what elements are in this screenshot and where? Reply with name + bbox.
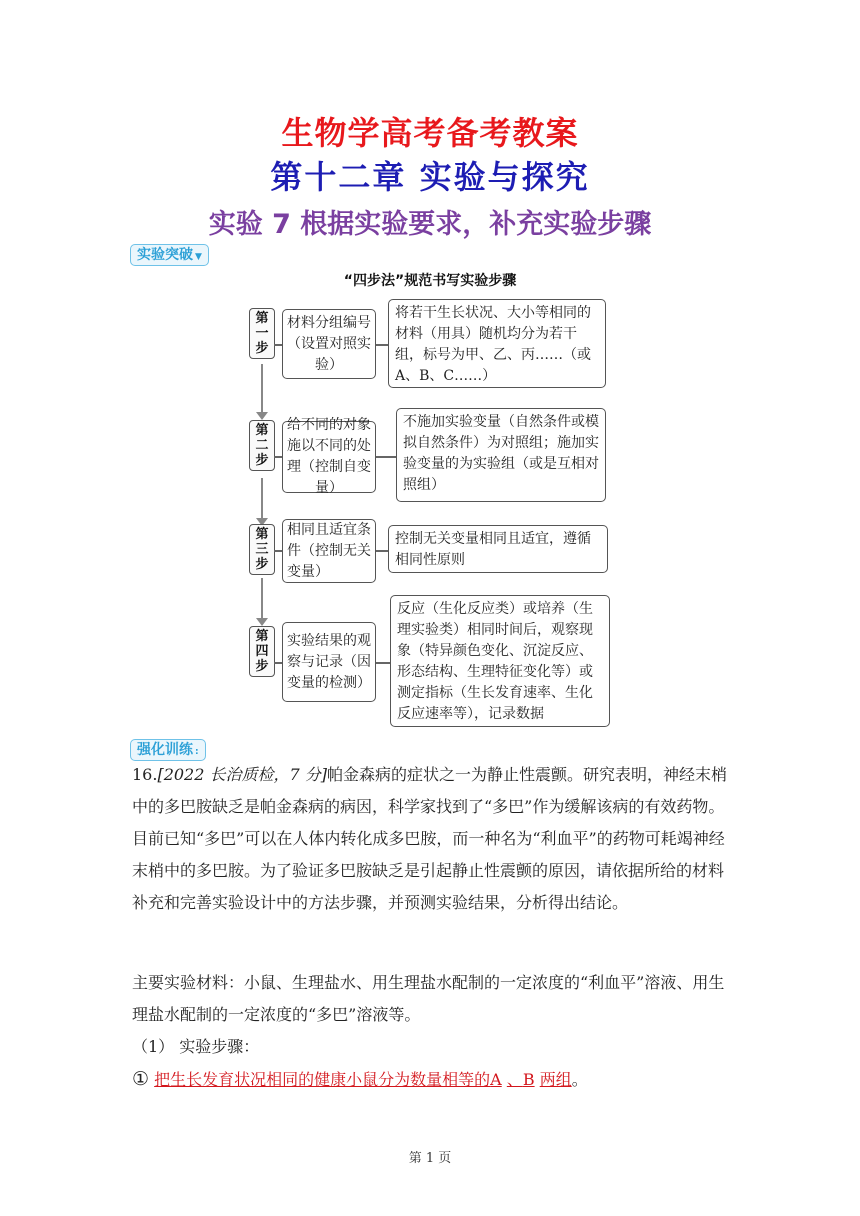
connector-line: [261, 478, 263, 520]
triangle-down-icon: ▼: [195, 252, 202, 262]
arrow-down-icon: [256, 618, 268, 626]
answer-text: 把生长发育状况相同的健康小鼠分为数量相等的: [154, 1070, 491, 1089]
connector-line: [274, 662, 282, 664]
connector-line: [261, 364, 263, 414]
chapter-title: 第十二章 实验与探究: [270, 158, 590, 196]
question-source: [2022 长治质检，7 分]: [157, 765, 328, 784]
step1-number: ①: [132, 1068, 150, 1090]
group-b-blank: B: [522, 1070, 535, 1089]
question-number: 16.: [132, 765, 158, 784]
part1-heading: [132, 1031, 732, 1063]
training-badge: [130, 739, 206, 761]
connector-line: [274, 456, 282, 458]
connector-line: [274, 344, 282, 346]
step-label-2: 第二步: [249, 420, 275, 471]
step-method-3: 相同且适宜条件（控制无关变量）: [282, 519, 376, 583]
group-a-blank: A: [490, 1070, 502, 1089]
part1-title: 实验步骤：: [179, 1037, 260, 1056]
connector-line: [261, 578, 263, 620]
step-method-1: 材料分组编号（设置对照实验）: [282, 309, 376, 379]
group-separator: 、: [506, 1070, 523, 1089]
document-title: 生物学高考备考教案: [281, 114, 579, 152]
connector-line: [376, 550, 388, 552]
step1-line: [132, 1063, 732, 1096]
connector-line: [376, 344, 388, 346]
breakthrough-badge-label: 实验突破: [137, 247, 193, 263]
question-text: 帕金森病的症状之一为静止性震颤。研究表明，神经末梢中的多巴胺缺乏是帕金森病的病因，科学家找到了“多巴”作为缓解该病的有效药物。目前已知“多巴”可以在人体内转化成多巴胺，而一种名为“利血平”的药物可耗竭神经末梢中的多巴胺。为了验证多巴胺缺乏是引起静止性震颤的原因，请依据所给的材料补充和完善实验设计中的方法步骤，并预测实验结果，分析得出结论。: [132, 765, 728, 912]
step-detail-3: 控制无关变量相同且适宜，遵循相同性原则: [388, 525, 608, 573]
step-label-3: 第三步: [249, 524, 275, 575]
step-method-2: 给不同的对象施以不同的处理（控制自变量）: [282, 421, 376, 493]
step-detail-2: 不施加实验变量（自然条件或模拟自然条件）为对照组；施加实验变量的为实验组（或是互相对照组）: [396, 408, 606, 502]
step-method-4: 实验结果的观察与记录（因变量的检测）: [282, 622, 376, 702]
section-title: 实验 7 根据实验要求，补充实验步骤: [208, 209, 652, 240]
materials-text: 主要实验材料：小鼠、生理盐水、用生理盐水配制的一定浓度的“利血平”溶液、用生理盐水配制的一定浓度的“多巴”溶液等。: [132, 973, 725, 1024]
arrow-down-icon: [256, 412, 268, 420]
connector-line: [376, 662, 390, 664]
triangle-icon: :: [195, 747, 199, 757]
connector-line: [274, 550, 282, 552]
breakthrough-badge: [130, 244, 209, 266]
answer-text-end: 两组: [539, 1070, 572, 1089]
step-detail-1: 将若干生长状况、大小等相同的材料（用具）随机均分为若干组，标号为甲、乙、丙……（或A、B、C……）: [388, 299, 606, 388]
question-stem: [132, 759, 732, 919]
step-label-4: 第四步: [249, 626, 275, 677]
training-badge-label: 强化训练: [137, 742, 193, 758]
page-number: 第 1 页: [408, 1151, 452, 1166]
period: 。: [571, 1070, 588, 1089]
diagram-title: “四步法”规范书写实验步骤: [343, 273, 517, 289]
step-label-1: 第一步: [249, 308, 275, 359]
part1-label: （1）: [132, 1037, 175, 1056]
connector-line: [376, 456, 396, 458]
step-detail-4: 反应（生化反应类）或培养（生理实验类）相同时间后，观察现象（特异颜色变化、沉淀反应、形态结构、生理特征变化等）或测定指标（生长发育速率、生化反应速率等），记录数据: [390, 595, 610, 727]
